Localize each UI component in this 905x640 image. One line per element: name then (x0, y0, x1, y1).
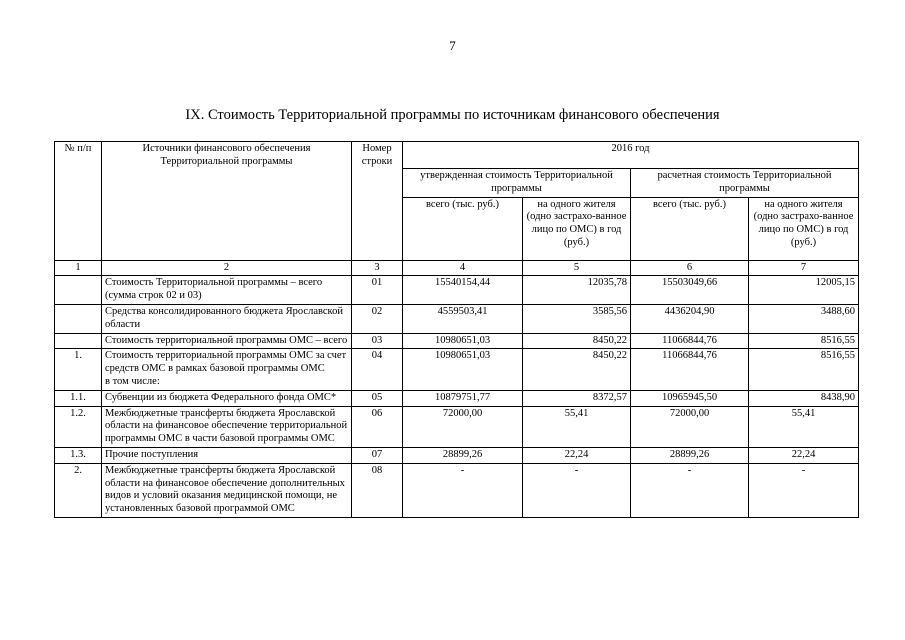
row-approved-total: 15540154,44 (403, 276, 523, 305)
row-estimated-total: 72000,00 (631, 406, 749, 447)
row-source: Средства консолидированного бюджета Ярославской области (102, 304, 352, 333)
row-approved-per: - (523, 463, 631, 517)
column-number: 4 (403, 260, 523, 276)
table-row (55, 390, 859, 406)
header-estimated-per: на одного жителя (одно застрахо-ванное лицо по ОМС) в год (руб.) (749, 197, 859, 260)
column-number: 3 (352, 260, 403, 276)
table-row (55, 406, 859, 447)
row-estimated-total: 11066844,76 (631, 349, 749, 390)
row-source: Стоимость Территориальной программы – всего (сумма строк 02 и 03) (102, 276, 352, 305)
header-estimated: расчетная стоимость Территориальной программы (631, 169, 859, 198)
column-number: 2 (102, 260, 352, 276)
row-estimated-per: 8516,55 (749, 333, 859, 349)
table-row (55, 304, 859, 333)
row-approved-per: 3585,56 (523, 304, 631, 333)
row-source: Межбюджетные трансферты бюджета Ярославской области на финансовое обеспечение дополнительных видов и условий оказания медицинской помощи, не установленных базовой программой ОМС (102, 463, 352, 517)
row-estimated-per: 8438,90 (749, 390, 859, 406)
header-num: № п/п (55, 142, 102, 261)
row-estimated-per: 12005,15 (749, 276, 859, 305)
row-num (55, 304, 102, 333)
row-num: 2. (55, 463, 102, 517)
row-estimated-total: 28899,26 (631, 447, 749, 463)
row-estimated-total: 11066844,76 (631, 333, 749, 349)
column-number-row (55, 260, 859, 276)
row-line: 08 (352, 463, 403, 517)
row-estimated-per: 22,24 (749, 447, 859, 463)
page-title: IX. Стоимость Территориальной программы по источникам финансового обеспечения (185, 107, 720, 123)
table-row (55, 333, 859, 349)
header-estimated-total: всего (тыс. руб.) (631, 197, 749, 260)
row-estimated-total: 15503049,66 (631, 276, 749, 305)
row-estimated-per: 8516,55 (749, 349, 859, 390)
header-row-1 (55, 142, 859, 169)
row-approved-per: 8372,57 (523, 390, 631, 406)
row-approved-total: 28899,26 (403, 447, 523, 463)
table-row (55, 463, 859, 517)
row-approved-total: - (403, 463, 523, 517)
row-line: 07 (352, 447, 403, 463)
row-approved-total: 10879751,77 (403, 390, 523, 406)
row-line: 03 (352, 333, 403, 349)
column-number: 6 (631, 260, 749, 276)
table-row (55, 447, 859, 463)
row-source: Прочие поступления (102, 447, 352, 463)
row-estimated-total: 10965945,50 (631, 390, 749, 406)
row-source: Субвенции из бюджета Федерального фонда ОМС* (102, 390, 352, 406)
row-estimated-total: 4436204,90 (631, 304, 749, 333)
table-row (55, 349, 859, 390)
row-num: 1. (55, 349, 102, 390)
row-estimated-per: - (749, 463, 859, 517)
row-num (55, 333, 102, 349)
row-approved-total: 10980651,03 (403, 349, 523, 390)
header-line: Номер строки (352, 142, 403, 261)
row-num (55, 276, 102, 305)
row-line: 02 (352, 304, 403, 333)
row-source: Стоимость территориальной программы ОМС за счет средств ОМС в рамках базовой программы ОМС в том числе: (102, 349, 352, 390)
table-row (55, 276, 859, 305)
row-num: 1.3. (55, 447, 102, 463)
row-approved-per: 55,41 (523, 406, 631, 447)
row-num: 1.1. (55, 390, 102, 406)
row-line: 04 (352, 349, 403, 390)
row-num: 1.2. (55, 406, 102, 447)
header-year: 2016 год (403, 142, 859, 169)
row-line: 01 (352, 276, 403, 305)
header-source: Источники финансового обеспечения Территориальной программы (102, 142, 352, 261)
header-approved: утвержденная стоимость Территориальной программы (403, 169, 631, 198)
row-approved-total: 10980651,03 (403, 333, 523, 349)
row-approved-total: 4559503,41 (403, 304, 523, 333)
row-source: Межбюджетные трансферты бюджета Ярославской области на финансовое обеспечение территориальной программы ОМС в части базовой программы ОМС (102, 406, 352, 447)
financing-table (54, 141, 859, 518)
header-approved-total: всего (тыс. руб.) (403, 197, 523, 260)
row-source: Стоимость территориальной программы ОМС – всего (102, 333, 352, 349)
row-estimated-per: 55,41 (749, 406, 859, 447)
row-approved-per: 22,24 (523, 447, 631, 463)
column-number: 1 (55, 260, 102, 276)
row-approved-per: 12035,78 (523, 276, 631, 305)
row-line: 06 (352, 406, 403, 447)
row-estimated-per: 3488,60 (749, 304, 859, 333)
header-approved-per: на одного жителя (одно застрахо-ванное лицо по ОМС) в год (руб.) (523, 197, 631, 260)
row-approved-total: 72000,00 (403, 406, 523, 447)
column-number: 5 (523, 260, 631, 276)
row-approved-per: 8450,22 (523, 349, 631, 390)
row-approved-per: 8450,22 (523, 333, 631, 349)
column-number: 7 (749, 260, 859, 276)
row-estimated-total: - (631, 463, 749, 517)
page-number: 7 (449, 38, 456, 53)
row-line: 05 (352, 390, 403, 406)
